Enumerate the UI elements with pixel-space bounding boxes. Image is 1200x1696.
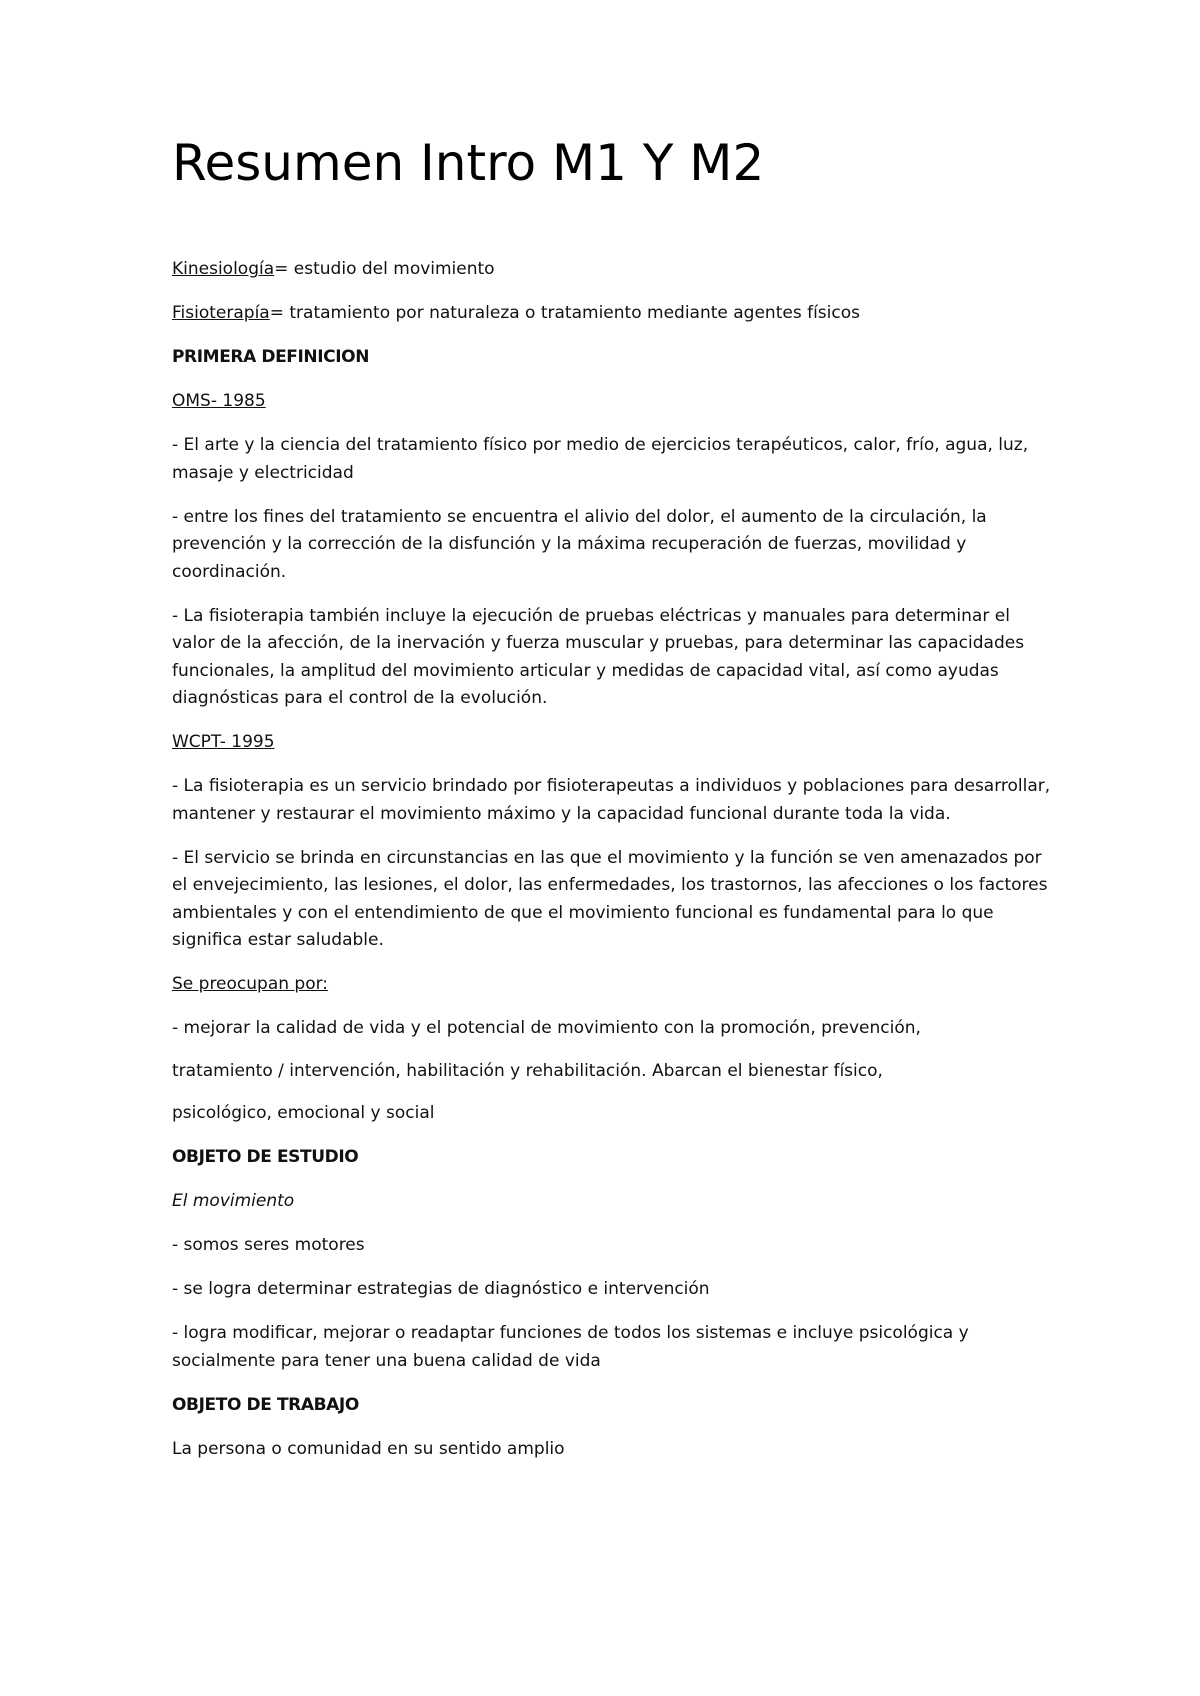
section-heading-objeto-estudio: OBJETO DE ESTUDIO	[172, 1147, 359, 1167]
paragraph: - El arte y la ciencia del tratamiento físico por medio de ejercicios terapéuticos, calor, frío, agua, luz, masaje y electricidad	[172, 435, 1029, 483]
section-heading-objeto-trabajo: OBJETO DE TRABAJO	[172, 1394, 359, 1415]
paragraph: - logra modificar, mejorar o readaptar funciones de todos los sistemas e incluye psicológica y socialmente para tener una buena calidad de vida	[172, 1323, 969, 1371]
document-body	[172, 256, 1052, 1480]
paragraph: La persona o comunidad en su sentido amplio	[172, 1438, 565, 1459]
term-kinesiologia: Kinesiología	[172, 259, 275, 279]
concern-line: tratamiento / intervención, habilitación y rehabilitación. Abarcan el bienestar físico,	[172, 1060, 883, 1081]
concern-label: Se preocupan por:	[172, 974, 329, 994]
definition-text: = tratamiento por naturaleza o tratamiento mediante agentes físicos	[269, 303, 860, 323]
source-label-oms: OMS- 1985	[172, 391, 266, 411]
paragraph: - La fisioterapia es un servicio brindado por fisioterapeutas a individuos y poblaciones para desarrollar, mantener y restaurar el movimiento máximo y la capacidad funcional durante toda la vida.	[172, 776, 1051, 824]
section-subtitle: El movimiento	[172, 1191, 295, 1211]
source-label-wcpt: WCPT- 1995	[172, 732, 275, 752]
concern-line: psicológico, emocional y social	[172, 1103, 435, 1123]
term-fisioterapia: Fisioterapía	[172, 303, 270, 323]
definition-fisioterapia	[172, 300, 1052, 328]
document-title: Resumen Intro M1 Y M2	[172, 134, 765, 192]
paragraph: - entre los fines del tratamiento se encuentra el alivio del dolor, el aumento de la circulación, la prevención y la corrección de la disfunción y la máxima recuperación de fuerzas, movilidad y coordinación.	[172, 506, 987, 582]
concern-line: - mejorar la calidad de vida y el potencial de movimiento con la promoción, prevención,	[172, 1018, 921, 1038]
paragraph: - El servicio se brinda en circunstancias en las que el movimiento y la función se ven amenazados por el envejecimiento, las lesiones, el dolor, las enfermedades, los trastornos, las afecciones o los factores ambientales y con el entendimiento de que el movimiento funcional es fundamental para lo que significa estar saludable.	[172, 847, 1048, 950]
paragraph: - La fisioterapia también incluye la ejecución de pruebas eléctricas y manuales para determinar el valor de la afección, de la inervación y fuerza muscular y pruebas, para determinar las capacidades funcionales, la amplitud del movimiento articular y medidas de capacidad vital, así como ayudas diagnósticas para el control de la evolución.	[172, 605, 1025, 708]
paragraph: - se logra determinar estrategias de diagnóstico e intervención	[172, 1279, 710, 1299]
definition-text: = estudio del movimiento	[274, 259, 495, 279]
section-heading-primera-definicion: PRIMERA DEFINICION	[172, 347, 370, 367]
definition-kinesiologia	[172, 256, 1052, 284]
paragraph: - somos seres motores	[172, 1235, 365, 1255]
